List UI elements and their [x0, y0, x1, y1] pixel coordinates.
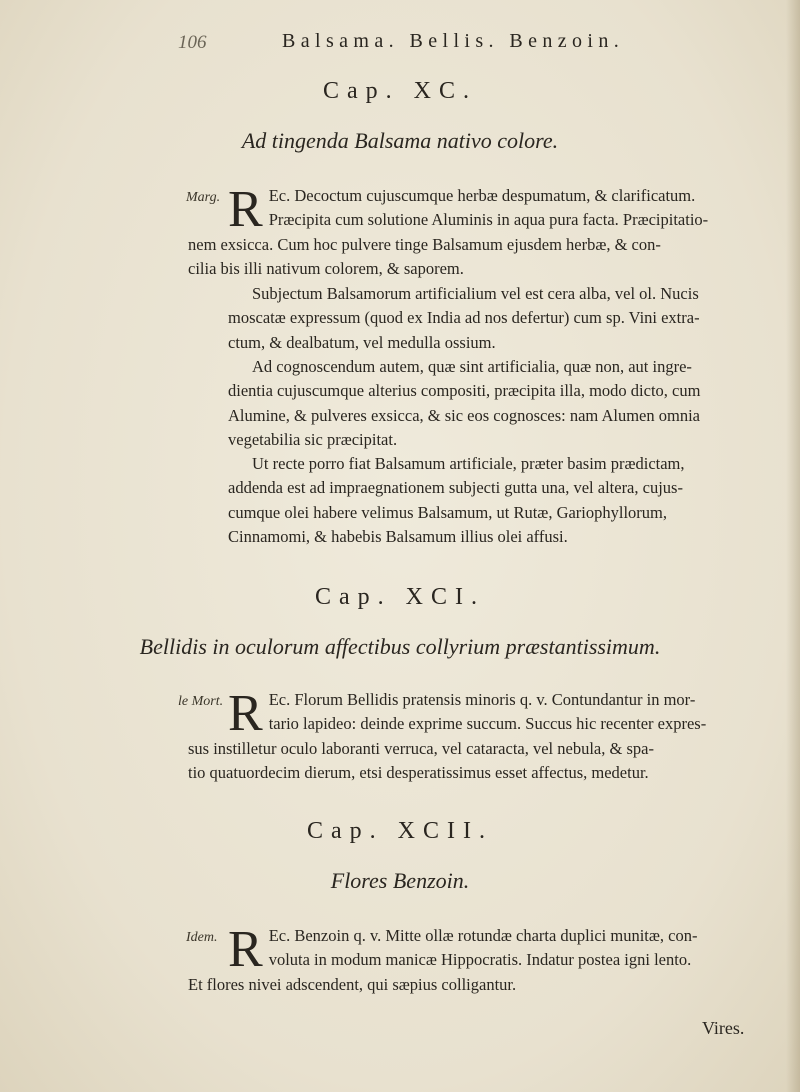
paragraph-xc-2: [228, 282, 768, 355]
running-head: [0, 30, 800, 60]
paragraph-xc-4: [228, 452, 768, 549]
text-line: Alumine, & pulveres exsicca, & sic eos cognosces: nam Alumen omnia: [228, 405, 700, 425]
text-line: Subjectum Balsamorum artificialium vel est cera alba, vel ol. Nucis: [252, 284, 699, 303]
text-line: Et flores nivei adscendent, qui sæpius colligantur.: [188, 974, 517, 994]
text-line: Ut recte porro fiat Balsamum artificiale, præter basim prædictam,: [252, 454, 685, 473]
running-title: Balsama. Bellis. Benzoin.: [282, 30, 625, 52]
text-line: Ec. Benzoin q. v. Mitte ollæ rotundæ charta duplici munitæ, con-: [268, 926, 698, 945]
text-line: cilia bis illi nativum colorem, & saporem.: [188, 258, 464, 278]
margin-note-marg: Marg.: [186, 190, 221, 205]
chapter-subtitle-xci: Bellidis in oculorum affectibus collyrium præstantissimum.: [139, 634, 661, 659]
text-line: moscatæ expressum (quod ex India ad nos defertur) cum sp. Vini extra-: [228, 308, 700, 328]
text-line: Cinnamomi, & habebis Balsamum illius olei affusi.: [228, 526, 568, 546]
text-line: tario lapideo: deinde exprime succum. Succus hic recenter expres-: [268, 714, 707, 734]
text-line: ctum, & dealbatum, vel medulla ossium.: [228, 332, 496, 352]
chapter-subtitle-xcii: Flores Benzoin.: [330, 868, 470, 893]
text-line: Ec. Florum Bellidis pratensis minoris q. v. Contundantur in mor-: [268, 690, 696, 709]
chapter-heading-xcii: Cap. XCII.: [307, 818, 493, 844]
margin-note-idem: Idem.: [186, 930, 218, 945]
margin-note-le-mort: le Mort.: [178, 694, 224, 709]
chapter-subtitle-xc: Ad tingenda Balsama nativo colore.: [241, 128, 559, 153]
drop-cap: R: [228, 181, 263, 238]
drop-cap: R: [228, 685, 263, 742]
drop-cap: R: [228, 921, 263, 978]
text-line: Ad cognoscendum autem, quæ sint artificialia, quæ non, aut ingre-: [252, 357, 692, 376]
chapter-heading-xci: Cap. XCI.: [315, 584, 485, 610]
paragraph-xc-3: [228, 355, 768, 452]
catchword: Vires.: [702, 1018, 745, 1038]
text-line: sus instilletur oculo laboranti verruca, vel cataracta, vel nebula, & spa-: [188, 738, 654, 758]
text-line: voluta in modum manicæ Hippocratis. Indatur postea igni lento.: [268, 950, 692, 970]
text-line: Ec. Decoctum cujuscumque herbæ despumatum, & clarificatum.: [268, 186, 696, 205]
text-line: vegetabilia sic præcipitat.: [228, 429, 398, 449]
chapter-heading-xc: Cap. XC.: [323, 78, 477, 104]
text-line: Præcipita cum solutione Aluminis in aqua pura facta. Præcipitatio-: [268, 210, 709, 230]
text-line: cumque olei habere velimus Balsamum, ut Rutæ, Gariophyllorum,: [228, 502, 668, 522]
text-line: nem exsicca. Cum hoc pulvere tinge Balsamum ejusdem herbæ, & con-: [188, 234, 661, 254]
text-line: addenda est ad impraegnationem subjecti gutta una, vel altera, cujus-: [228, 478, 683, 498]
text-line: tio quatuordecim dierum, etsi desperatissimus esset affectus, medetur.: [188, 762, 649, 782]
text-line: dientia cujuscumque alterius compositi, præcipita illa, modo dicto, cum: [228, 381, 701, 401]
page-number: 106: [178, 32, 207, 53]
